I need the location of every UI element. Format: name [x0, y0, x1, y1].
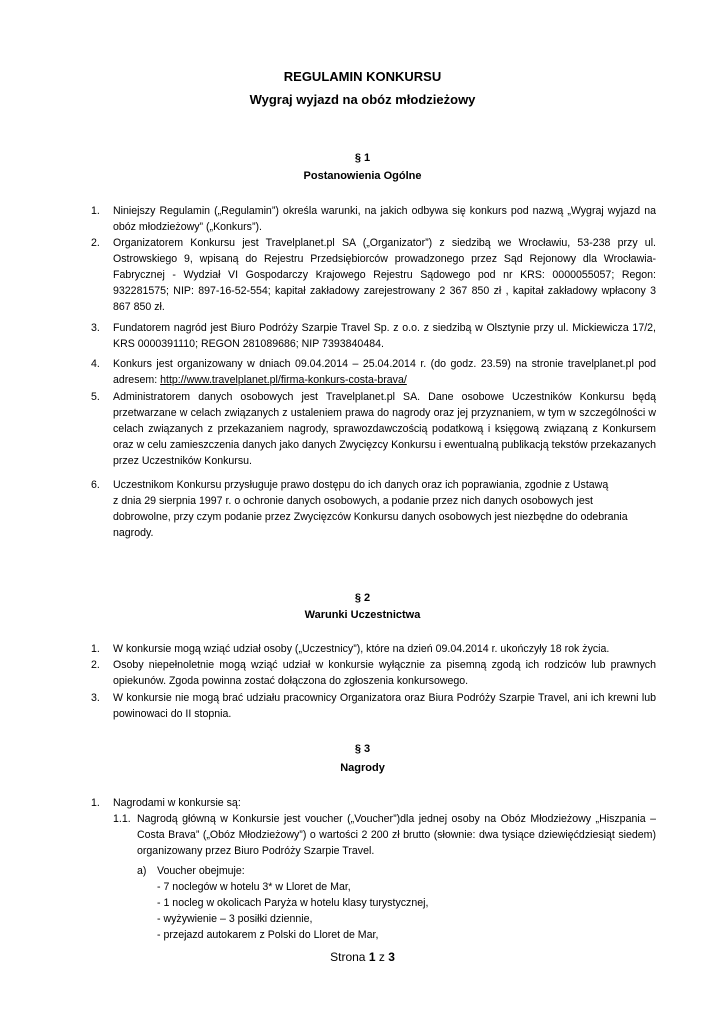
voucher-list-item: - przejazd autokarem z Polski do Lloret de Mar, [157, 929, 379, 941]
section-2-sign: § 2 [354, 592, 371, 604]
footer-current-page: 1 [368, 950, 376, 964]
s1-item-1-text: Niniejszy Regulamin („Regulamin”) określa warunki, na jakich odbywa się konkurs pod nazwą „Wygraj wyjazd na obóz młodzieżowy” („Konkurs”). [113, 205, 656, 233]
s2-item-3-text: W konkursie nie mogą brać udziału pracownicy Organizatora oraz Biura Podróży Szarpie Travel, ani ich krewni lub powinowaci do II stopnia. [113, 692, 656, 720]
s1-item-2-text: Organizatorem Konkursu jest Travelplanet.pl SA („Organizator”) z siedzibą we Wrocławiu, 53-238 przy ul. Ostrowskiego 9, wpisaną do Rejestru Przedsiębiorców prowadzonego przez Sąd Rejonowy dla Wrocławia-Fabrycznej - Wydział VI Gospodarczy Krajowego Rejestru Sądowego pod nr KRS: 0000055057; Regon: 932281575; NIP: 897-16-52-554; kapitał zakładowy zarejestrowany 2 367 850 zł , kapitał zakładowy wpłacony 3 867 850 zł. [113, 237, 656, 313]
s1-item-2-number: 2. [91, 237, 100, 249]
voucher-list-item: - 7 noclegów w hotelu 3* w Lloret de Mar, [157, 881, 351, 893]
section-2-heading: Warunki Uczestnictwa [304, 609, 421, 621]
footer-total-pages: 3 [388, 950, 395, 964]
s1-item-6-line-2: z dnia 29 sierpnia 1997 r. o ochronie danych osobowych, a podanie przez nich danych osobowych jest [113, 495, 593, 507]
s1-item-1-number: 1. [91, 205, 100, 217]
s1-item-6-line-4: nagrody. [113, 527, 154, 539]
s2-item-2-text: Osoby niepełnoletnie mogą wziąć udział w konkursie wyłącznie za pisemną zgodą ich rodziców lub prawnych opiekunów. Zgoda powinna zostać dołączona do zgłoszenia konkursowego. [113, 659, 656, 687]
document-title: REGULAMIN KONKURSU [283, 69, 442, 84]
s3-item-1-1-number: 1.1. [113, 813, 131, 825]
s3-item-1-text: Nagrodami w konkursie są: [113, 797, 241, 809]
section-1-sign: § 1 [354, 152, 371, 164]
s1-item-4-text: Konkurs jest organizowany w dniach 09.04.2014 – 25.04.2014 r. (do godz. 23.59) na stronie travelplanet.pl pod adresem: [113, 358, 656, 386]
section-3-sign: § 3 [354, 743, 371, 755]
s3-item-a-text: Voucher obejmuje: [157, 865, 245, 877]
s3-item-1-1-text: Nagrodą główną w Konkursie jest voucher („Voucher”)dla jednej osoby na Obóz Młodzieżowy „Hiszpania – Costa Brava” („Obóz Młodzieżowy”) o wartości 2 200 zł brutto (słownie: dwa tysiące dziewięćdziesiąt siedem) organizowany przez Biuro Podróży Szarpie Travel. [137, 813, 656, 857]
s1-item-4-number: 4. [91, 358, 100, 370]
s2-item-2-number: 2. [91, 659, 100, 671]
section-1-heading: Postanowienia Ogólne [303, 170, 422, 182]
contest-url-link[interactable]: http://www.travelplanet.pl/firma-konkurs-costa-brava/ [160, 374, 407, 386]
s1-item-6-line-1: Uczestnikom Konkursu przysługuje prawo dostępu do ich danych oraz ich poprawiania, zgodnie z Ustawą [113, 479, 609, 491]
voucher-list-item: - wyżywienie – 3 posiłki dziennie, [157, 913, 313, 925]
footer-separator: z [378, 950, 385, 964]
s2-item-1-text: W konkursie mogą wziąć udział osoby („Uczestnicy”), które na dzień 09.04.2014 r. ukończyły 18 rok życia. [113, 643, 610, 655]
s1-item-5-text: Administratorem danych osobowych jest Travelplanet.pl SA. Dane osobowe Uczestników Konkursu będą przetwarzane w celach związanych z ustaleniem prawa do nagrody oraz jej przyznaniem, w tym w szczególności w celach związanych z przekazaniem nagrody, sprawozdawczością podatkową i księgową związaną z Konkursem oraz w celu zamieszczenia danych jako danych Zwycięzcy Konkursu i ewentualną publikacją tekstów przekazanych przez Uczestników Konkursu. [113, 391, 656, 467]
footer-prefix: Strona [330, 950, 366, 964]
s1-item-6-number: 6. [91, 479, 100, 491]
s1-item-6-line-3: dobrowolne, przy czym podanie przez Zwycięzców Konkursu danych osobowych jest niezbędne do odebrania [113, 511, 628, 523]
s2-item-3-number: 3. [91, 692, 100, 704]
s1-item-4 [113, 356, 656, 388]
s2-item-1-number: 1. [91, 643, 100, 655]
s3-item-a-number: a) [137, 865, 147, 877]
s3-item-1-number: 1. [91, 797, 100, 809]
section-3-heading: Nagrody [340, 762, 385, 774]
page-footer [0, 950, 725, 964]
s1-item-5-number: 5. [91, 391, 100, 403]
document-subtitle: Wygraj wyjazd na obóz młodzieżowy [249, 92, 476, 107]
s1-item-3-number: 3. [91, 322, 100, 334]
s1-item-3-text: Fundatorem nagród jest Biuro Podróży Szarpie Travel Sp. z o.o. z siedzibą w Olsztynie przy ul. Mickiewicza 17/2, KRS 0000391110; REGON 281089686; NIP 7393840484. [113, 322, 656, 350]
voucher-list-item: - 1 nocleg w okolicach Paryża w hotelu klasy turystycznej, [157, 897, 429, 909]
